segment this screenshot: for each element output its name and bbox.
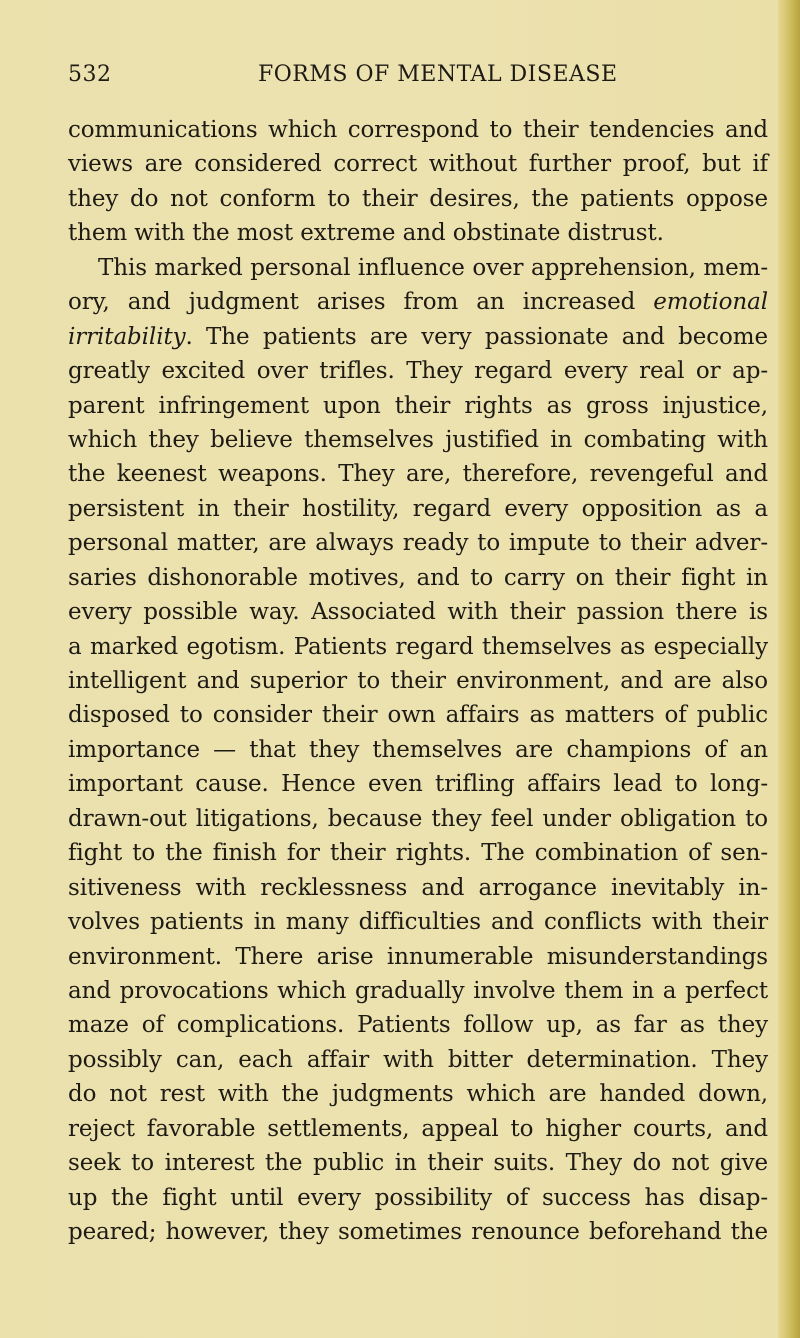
text-line: reject favorable settlements, appeal to higher courts, and bbox=[68, 1115, 768, 1142]
text-line: maze of complications. Patients follow up, as far as they bbox=[68, 1012, 768, 1039]
text-line: views are considered correct without further proof, but if bbox=[68, 151, 768, 178]
text-line: parent infringement upon their rights as gross injustice, bbox=[68, 392, 768, 419]
text-line: volves patients in many difficulties and conflicts with their bbox=[68, 909, 768, 936]
page-header bbox=[68, 62, 764, 92]
text-line: personal matter, are always ready to impute to their adver- bbox=[68, 530, 768, 557]
text-line: This marked personal influence over apprehension, mem- bbox=[98, 254, 768, 281]
text-line: peared; however, they sometimes renounce beforehand the bbox=[68, 1219, 768, 1245]
text-line-with-italic bbox=[68, 320, 768, 354]
text-line: the keenest weapons. They are, therefore, revengeful and bbox=[68, 461, 768, 488]
page-number: 532 bbox=[68, 62, 112, 87]
text-line: intelligent and superior to their environment, and are also bbox=[68, 668, 768, 694]
italic-word: emotional bbox=[653, 289, 768, 316]
text-line: disposed to consider their own affairs as matters of public bbox=[68, 702, 768, 729]
text-line: sitiveness with recklessness and arrogance inevitably in- bbox=[68, 874, 768, 901]
text-line: they do not conform to their desires, the patients oppose bbox=[68, 185, 768, 212]
text-line: every possible way. Associated with their passion there is bbox=[68, 599, 768, 626]
text-line: persistent in their hostility, regard every opposition as a bbox=[68, 495, 768, 522]
body-text bbox=[68, 113, 768, 1249]
text-line: seek to interest the public in their suits. They do not give bbox=[68, 1150, 768, 1177]
text-line: environment. There arise innumerable misunderstandings bbox=[68, 943, 768, 970]
text-line-with-italic bbox=[68, 285, 768, 319]
text-line: and provocations which gradually involve them in a perfect bbox=[68, 977, 768, 1004]
text-line: a marked egotism. Patients regard themselves as especially bbox=[68, 633, 768, 660]
text-line: communications which correspond to their tendencies and bbox=[68, 117, 768, 143]
italic-word: irritability bbox=[68, 323, 186, 350]
text-line: drawn-out litigations, because they feel under obligation to bbox=[68, 805, 768, 832]
running-title: FORMS OF MENTAL DISEASE bbox=[258, 62, 618, 87]
text-line: which they believe themselves justified in combating with bbox=[68, 426, 768, 453]
text-line: greatly excited over trifles. They regard every real or ap- bbox=[68, 358, 768, 385]
text-line: important cause. Hence even trifling affairs lead to long- bbox=[68, 771, 768, 798]
text-line: possibly can, each affair with bitter determination. They bbox=[68, 1046, 768, 1073]
page-edge-shadow bbox=[778, 0, 800, 1338]
text-line: do not rest with the judgments which are handed down, bbox=[68, 1081, 768, 1108]
text-line: fight to the finish for their rights. The combination of sen- bbox=[68, 840, 768, 867]
text-line: importance — that they themselves are champions of an bbox=[68, 736, 768, 763]
text-line: saries dishonorable motives, and to carry on their fight in bbox=[68, 564, 768, 591]
text-line: them with the most extreme and obstinate distrust. bbox=[68, 220, 664, 247]
text-line-part: . The patients are very passionate and become bbox=[185, 323, 768, 350]
text-line: up the fight until every possibility of success has disap- bbox=[68, 1184, 768, 1211]
text-line-part: ory, and judgment arises from an increased bbox=[68, 289, 636, 316]
